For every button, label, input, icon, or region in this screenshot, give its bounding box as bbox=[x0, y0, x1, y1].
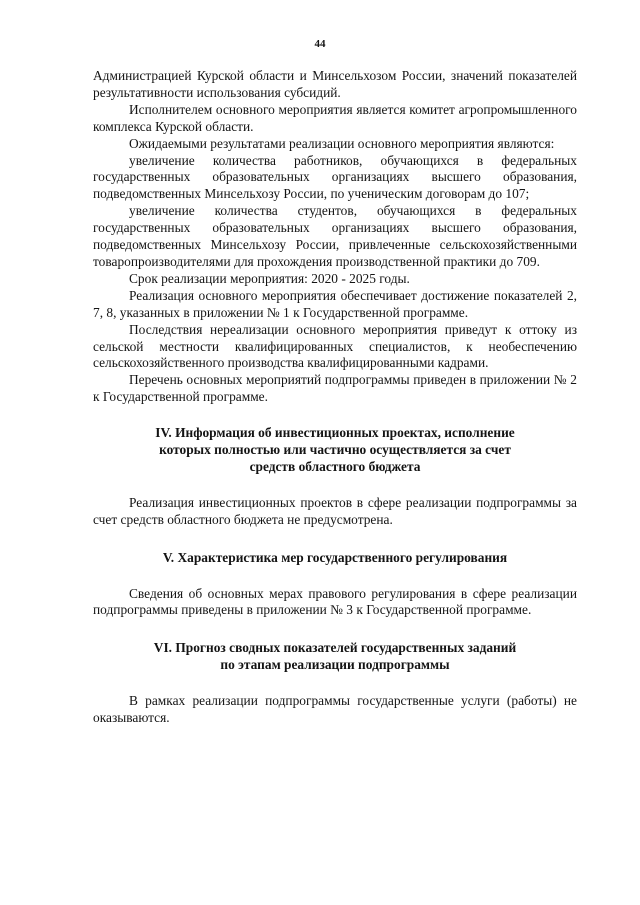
paragraph: Исполнителем основного мероприятия является комитет агропромышленного комплекса Курской области. bbox=[93, 101, 577, 134]
paragraph: Ожидаемыми результатами реализации основного мероприятия являются: bbox=[129, 135, 555, 151]
paragraph: увеличение количества работников, обучающихся в федеральных государственных образовательных организациях высшего образования, подведомственных Минсельхозу России, по ученическим договорам до 107; bbox=[93, 152, 577, 202]
page-number: 44 bbox=[314, 38, 326, 50]
paragraph: увеличение количества студентов, обучающихся в федеральных государственных образовательных организациях высшего образования, подведомственных Минсельхозу России, привлеченные сельскохозяйственными товаропроизводителями для прохождения производственной практики до 709. bbox=[93, 203, 577, 269]
paragraph: Перечень основных мероприятий подпрограммы приведен в приложении № 2 к Государственной программе. bbox=[93, 372, 577, 405]
heading-line: по этапам реализации подпрограммы bbox=[220, 657, 450, 673]
paragraph: Администрацией Курской области и Минсельхозом России, значений показателей результативности использования субсидий. bbox=[93, 68, 577, 100]
section-6-text: В рамках реализации подпрограммы государственные услуги (работы) не оказываются. bbox=[93, 693, 577, 726]
heading-line: средств областного бюджета bbox=[249, 458, 421, 474]
document-body bbox=[93, 68, 577, 727]
heading-line: VI. Прогноз сводных показателей государственных заданий bbox=[153, 640, 517, 656]
paragraph: Реализация основного мероприятия обеспечивает достижение показателей 2, 7, 8, указанных в приложении № 1 к Государственной программе. bbox=[93, 287, 577, 320]
heading-line: V. Характеристика мер государственного регулирования bbox=[162, 549, 508, 565]
heading-line: которых полностью или частично осуществляется за счет bbox=[159, 442, 511, 458]
section-4-heading bbox=[93, 425, 577, 476]
section-5-heading bbox=[93, 550, 577, 567]
section-6-heading bbox=[93, 640, 577, 674]
section-4-text: Реализация инвестиционных проектов в сфере реализации подпрограммы за счет средств областного бюджета не предусмотрена. bbox=[93, 494, 577, 527]
paragraph: Срок реализации мероприятия: 2020 - 2025 годы. bbox=[129, 270, 410, 286]
heading-line: IV. Информация об инвестиционных проектах, исполнение bbox=[155, 425, 515, 441]
paragraph: Последствия нереализации основного мероприятия приведут к оттоку из сельской местности квалифицированных специалистов, к необеспечению сельскохозяйственного производства квалифицированными кадрами. bbox=[93, 321, 577, 371]
section-5-text: Сведения об основных мерах правового регулирования в сфере реализации подпрограммы приведены в приложении № 3 к Государственной программе. bbox=[93, 585, 577, 618]
